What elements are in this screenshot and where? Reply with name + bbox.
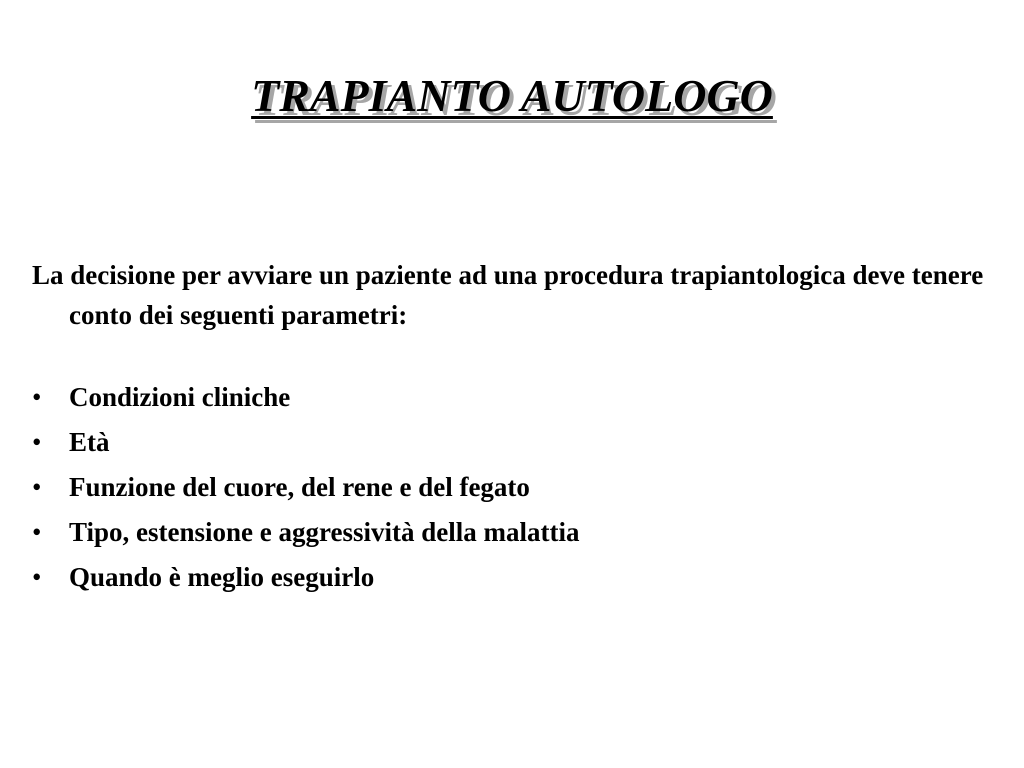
list-item [32, 510, 992, 555]
intro-paragraph: La decisione per avviare un paziente ad una procedura trapiantologica deve tenere conto dei seguenti parametri: [32, 260, 984, 330]
bullet-icon: • [32, 427, 42, 457]
bullet-icon: • [32, 517, 42, 547]
list-item [32, 420, 992, 465]
bullet-text: Quando è meglio eseguirlo [69, 562, 375, 592]
slide-title: TRAPIANTO AUTOLOGO [251, 70, 773, 121]
bullet-icon: • [32, 382, 42, 412]
list-item [32, 465, 992, 510]
bullet-list [32, 375, 992, 600]
bullet-icon: • [32, 472, 42, 502]
bullet-text: Funzione del cuore, del rene e del fegato [69, 472, 530, 502]
list-item [32, 375, 992, 420]
bullet-text: Età [69, 427, 110, 457]
bullet-icon: • [32, 562, 42, 592]
list-item [32, 555, 992, 600]
bullet-text: Tipo, estensione e aggressività della malattia [69, 517, 580, 547]
bullet-text: Condizioni cliniche [69, 382, 291, 412]
